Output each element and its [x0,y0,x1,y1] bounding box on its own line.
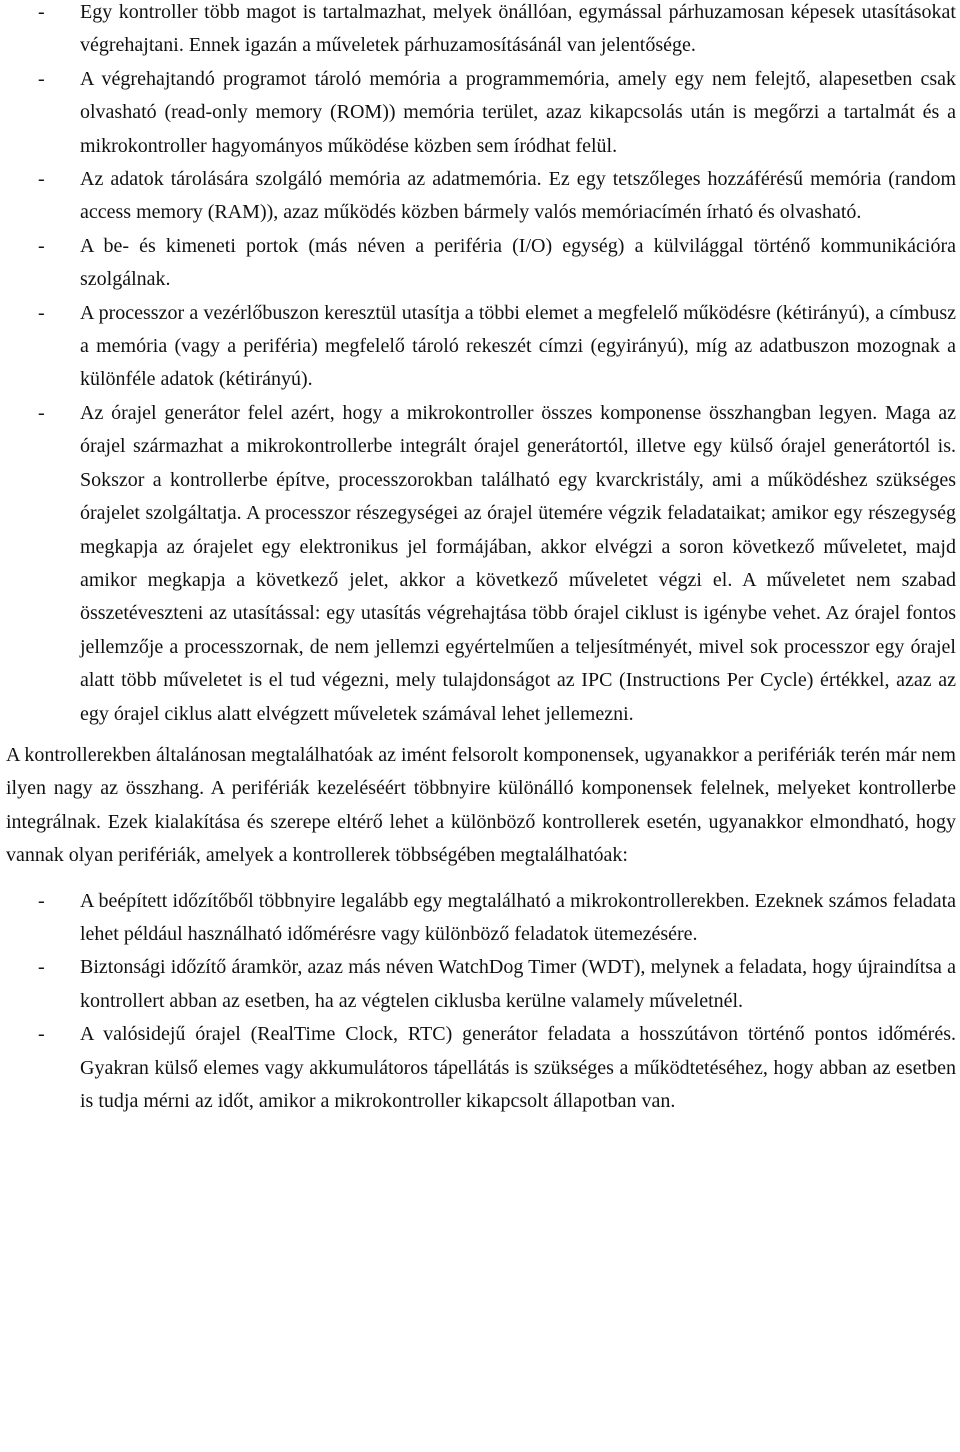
list-item-text: A valósidejű órajel (RealTime Clock, RTC) generátor feladata a hosszútávon történő pontos időmérés. Gyakran külső elemes vagy akkumulátoros tápellátás is szükséges a működtetéséhez, hogy abban az esetben is tudja mérni az időt, amikor a mikrokontroller kikapcsolt állapotban van. [80,1023,956,1112]
bullet-dash: - [38,956,45,979]
bullet-dash: - [38,1023,45,1046]
list-item [0,397,960,731]
list-item [0,230,960,297]
body-paragraph: A kontrollerekben általánosan megtalálhatóak az imént felsorolt komponensek, ugyanakkor a perifériák terén már nem ilyen nagy az összhang. A perifériák kezeléséért többnyire különálló komponensek felelnek, melyeket kontrollerbe integrálnak. Ezek kialakítása és szerepe eltérő lehet a különböző kontrollerek esetén, ugyanakkor elmondható, hogy vannak olyan perifériák, amelyek a kontrollerek többségében megtalálhatóak: [6,743,956,867]
bullet-dash: - [38,67,45,90]
list-item [0,63,960,163]
bullet-dash: - [38,1,45,23]
bullet-dash: - [38,301,45,324]
bullet-dash: - [38,889,45,912]
list-item [0,951,960,1018]
peripheral-list [0,885,960,1119]
list-item-text: Az adatok tárolására szolgáló memória az adatmemória. Ez egy tetszőleges hozzáférésű memória (random access memory (RAM)), azaz működés közben bármely valós memóriacímén írható és olvasható. [80,168,956,224]
list-item-text: A be- és kimeneti portok (más néven a periféria (I/O) egység) a külvilággal történő kommunikációra szolgálnak. [80,234,956,291]
list-item [0,885,960,952]
list-item-text: A beépített időzítőből többnyire legalább egy megtalálható a mikrokontrollerekben. Ezeknek számos feladata lehet például használható időmérésre vagy különböző feladatok ütemezésére. [80,889,956,945]
list-item [0,297,960,397]
list-item-text: Egy kontroller több magot is tartalmazhat, melyek önállóan, egymással párhuzamosan képesek utasításokat végrehajtani. Ennek igazán a műveletek párhuzamosításánál van jelentősége. [80,1,956,57]
bullet-dash: - [38,234,45,257]
list-item-text: A végrehajtandó programot tároló memória a programmemória, amely egy nem felejtő, alapesetben csak olvasható (read-only memory (ROM)) memória terület, azaz kikapcsolás után is megőrzi a tartalmát és a mikrokontroller hagyományos működése közben sem íródhat felül. [80,67,956,157]
list-item [0,163,960,230]
list-item-text: A processzor a vezérlőbuszon keresztül utasítja a többi elemet a megfelelő működésre (kétirányú), a címbusz a memória (vagy a periféria) megfelelő tároló rekeszét címzi (egyirányú), míg az adatbuszon mozognak a különféle adatok (kétirányú). [80,301,956,391]
list-item [0,0,960,63]
list-item [0,1018,960,1118]
list-item-text: Biztonsági időzítő áramkör, azaz más néven WatchDog Timer (WDT), melynek a feladata, hogy újraindítsa a kontrollert abban az esetben, ha az végtelen ciklusba kerülne valamely műveletnél. [80,956,956,1012]
bullet-dash: - [38,168,45,191]
list-item-text: Az órajel generátor felel azért, hogy a mikrokontroller összes komponense összhangban legyen. Maga az órajel származhat a mikrokontrollerbe integrált órajel generátortól, illetve egy külső órajel generátortól is. Sokszor a kontrollerbe építve, processzorokban található egy kvarckristály, ami a működéshez szükséges órajelet szolgáltatja. A processzor részegységei az órajel ütemére végzik feladataikat; amikor egy részegység megkapja az órajelet egy elektronikus jel formájában, akkor elvégzi a soron következő műveletet, majd amikor megkapja a következő jelet, akkor a következő műveletet végzi el. A műveletet nem szabad összetéveszteni az utasítással: egy utasítás végrehajtása több órajel ciklust is igénybe vehet. Az órajel fontos jellemzője a processzornak, de nem jellemzi egyértelműen a teljesítményét, mivel sok processzor egy órajel alatt több műveletet is el tud végezni, mely tulajdonságot az IPC (Instructions Per Cycle) értékkel, azaz az egy órajel ciklus alatt elvégzett műveletek számával lehet jellemezni. [80,401,956,725]
bullet-dash: - [38,401,45,424]
